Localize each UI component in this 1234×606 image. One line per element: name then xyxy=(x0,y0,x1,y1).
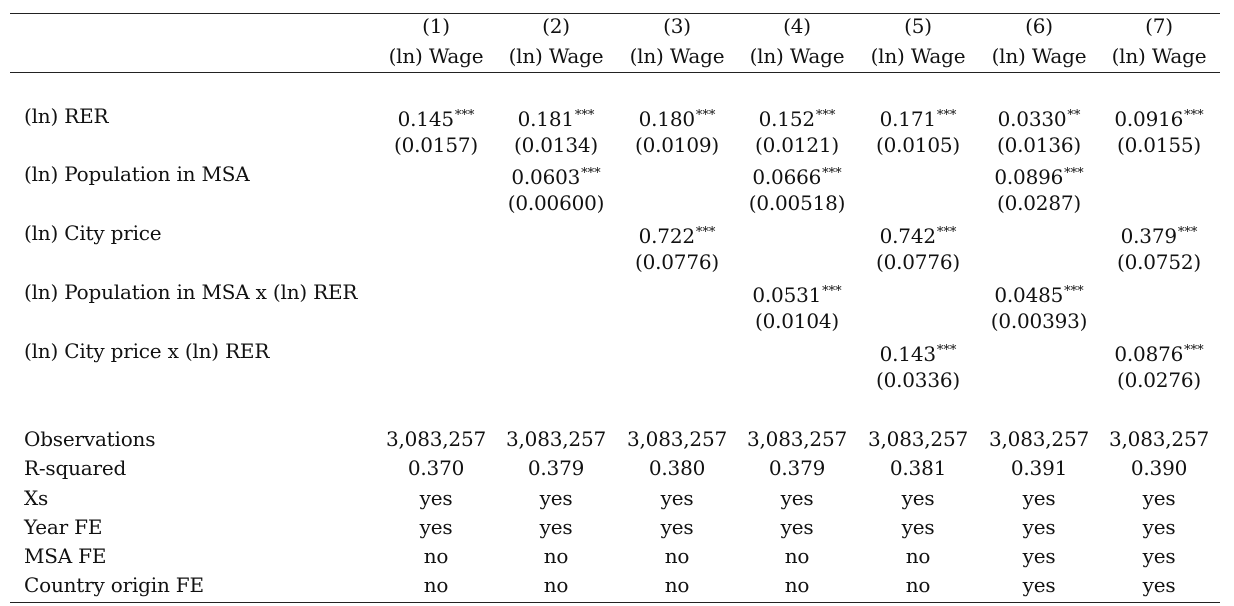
coefficient: 0.722 xyxy=(638,224,695,248)
standard-error: (0.00518) xyxy=(748,191,846,215)
stat-value: 0.390 xyxy=(1130,456,1188,480)
coefficient-value xyxy=(1098,337,1220,365)
coefficient: 0.742 xyxy=(879,224,936,248)
coefficient-value xyxy=(978,160,1100,188)
significance-stars: *** xyxy=(936,108,957,123)
column-number: (4) xyxy=(783,14,811,38)
standard-error: (0.0121) xyxy=(755,133,839,157)
stat-value: no xyxy=(543,544,569,568)
coefficient: 0.171 xyxy=(879,107,936,131)
standard-error: (0.0776) xyxy=(635,250,719,274)
stat-label: R-squared xyxy=(24,456,127,480)
column-label: (ln) Wage xyxy=(508,44,604,68)
stat-label: Year FE xyxy=(24,515,103,539)
row-label: (ln) Population in MSA x (ln) RER xyxy=(24,280,358,304)
significance-stars: *** xyxy=(695,108,716,123)
standard-error: (0.0287) xyxy=(997,191,1081,215)
standard-error: (0.00600) xyxy=(507,191,605,215)
column-label: (ln) Wage xyxy=(629,44,725,68)
significance-stars: *** xyxy=(574,108,595,123)
stat-value: yes xyxy=(1142,486,1176,510)
column-label: (ln) Wage xyxy=(991,44,1087,68)
column-number: (5) xyxy=(904,14,932,38)
stat-value: no xyxy=(905,573,931,597)
coefficient-value xyxy=(978,278,1100,306)
standard-error: (0.0136) xyxy=(997,133,1081,157)
significance-stars: ** xyxy=(1067,108,1081,123)
stat-value: yes xyxy=(1142,573,1176,597)
significance-stars: *** xyxy=(815,108,836,123)
coefficient: 0.0876 xyxy=(1114,342,1184,366)
stat-value: yes xyxy=(419,515,453,539)
significance-stars: *** xyxy=(936,343,957,358)
stat-value: yes xyxy=(660,515,694,539)
coefficient: 0.379 xyxy=(1120,224,1177,248)
stat-value: yes xyxy=(901,486,935,510)
coefficient: 0.0330 xyxy=(997,107,1067,131)
stat-value: yes xyxy=(660,486,694,510)
significance-stars: *** xyxy=(936,225,957,240)
coefficient-value xyxy=(736,160,858,188)
coefficient-value xyxy=(857,337,979,365)
column-number: (6) xyxy=(1025,14,1053,38)
bottom-rule xyxy=(10,602,1220,603)
coefficient: 0.180 xyxy=(638,107,695,131)
standard-error: (0.0157) xyxy=(394,133,478,157)
standard-error: (0.0336) xyxy=(876,368,960,392)
significance-stars: *** xyxy=(822,284,842,299)
significance-stars: *** xyxy=(1184,108,1204,123)
coefficient-value xyxy=(857,102,979,130)
stat-value: yes xyxy=(901,515,935,539)
stat-label: MSA FE xyxy=(24,544,107,568)
stat-value: yes xyxy=(1022,515,1056,539)
standard-error: (0.0105) xyxy=(876,133,960,157)
coefficient: 0.143 xyxy=(879,342,936,366)
stat-value: yes xyxy=(1142,544,1176,568)
stat-value: no xyxy=(784,573,810,597)
coefficient-value xyxy=(857,219,979,247)
column-number: (3) xyxy=(663,14,691,38)
coefficient-value xyxy=(1098,219,1220,247)
coefficient-value xyxy=(616,102,738,130)
significance-stars: *** xyxy=(695,225,716,240)
coefficient: 0.0531 xyxy=(752,283,822,307)
stat-value: no xyxy=(905,544,931,568)
coefficient: 0.0666 xyxy=(752,165,822,189)
coefficient-value xyxy=(495,160,617,188)
stat-value: 0.370 xyxy=(407,456,465,480)
stat-value: 0.380 xyxy=(648,456,706,480)
stat-value: 0.379 xyxy=(527,456,585,480)
stat-value: no xyxy=(664,573,690,597)
row-label: (ln) City price x (ln) RER xyxy=(24,339,270,363)
coefficient: 0.181 xyxy=(517,107,574,131)
coefficient-value xyxy=(736,278,858,306)
stat-value: 3,083,257 xyxy=(386,427,486,451)
stat-value: yes xyxy=(780,515,814,539)
significance-stars: *** xyxy=(1184,343,1204,358)
header-rule xyxy=(10,72,1220,73)
stat-value: yes xyxy=(539,486,573,510)
stat-value: yes xyxy=(539,515,573,539)
significance-stars: *** xyxy=(454,108,475,123)
coefficient-value xyxy=(616,219,738,247)
coefficient-value xyxy=(375,102,497,130)
standard-error: (0.0109) xyxy=(635,133,719,157)
standard-error: (0.0776) xyxy=(876,250,960,274)
column-number: (2) xyxy=(542,14,570,38)
significance-stars: *** xyxy=(822,166,842,181)
row-label: (ln) City price xyxy=(24,221,162,245)
stat-value: yes xyxy=(1022,486,1056,510)
row-label: (ln) Population in MSA xyxy=(24,162,250,186)
stat-value: 3,083,257 xyxy=(868,427,968,451)
stat-value: 3,083,257 xyxy=(1109,427,1209,451)
stat-value: yes xyxy=(1022,544,1056,568)
coefficient: 0.0485 xyxy=(994,283,1064,307)
column-number: (1) xyxy=(422,14,450,38)
significance-stars: *** xyxy=(581,166,601,181)
significance-stars: *** xyxy=(1064,166,1084,181)
coefficient-value xyxy=(978,102,1100,130)
standard-error: (0.0276) xyxy=(1117,368,1201,392)
coefficient: 0.0916 xyxy=(1114,107,1184,131)
stat-label: Xs xyxy=(24,486,49,510)
stat-value: no xyxy=(423,573,449,597)
stat-value: yes xyxy=(780,486,814,510)
coefficient-value xyxy=(736,102,858,130)
standard-error: (0.0752) xyxy=(1117,250,1201,274)
stat-value: 0.379 xyxy=(768,456,826,480)
stat-value: yes xyxy=(1142,515,1176,539)
stat-value: 3,083,257 xyxy=(627,427,727,451)
row-label: (ln) RER xyxy=(24,104,109,128)
stat-value: 3,083,257 xyxy=(506,427,606,451)
stat-value: no xyxy=(664,544,690,568)
column-label: (ln) Wage xyxy=(870,44,966,68)
coefficient: 0.145 xyxy=(397,107,454,131)
column-label: (ln) Wage xyxy=(388,44,484,68)
stat-value: no xyxy=(784,544,810,568)
stat-value: yes xyxy=(419,486,453,510)
column-number: (7) xyxy=(1145,14,1173,38)
stat-value: no xyxy=(423,544,449,568)
column-label: (ln) Wage xyxy=(749,44,845,68)
stat-value: 0.391 xyxy=(1010,456,1068,480)
coefficient: 0.0896 xyxy=(994,165,1064,189)
stat-value: 3,083,257 xyxy=(989,427,1089,451)
stat-label: Country origin FE xyxy=(24,573,204,597)
significance-stars: *** xyxy=(1064,284,1084,299)
coefficient: 0.0603 xyxy=(511,165,581,189)
coefficient: 0.152 xyxy=(758,107,815,131)
stat-label: Observations xyxy=(24,427,156,451)
column-label: (ln) Wage xyxy=(1111,44,1207,68)
stat-value: yes xyxy=(1022,573,1056,597)
stat-value: 3,083,257 xyxy=(747,427,847,451)
standard-error: (0.00393) xyxy=(990,309,1088,333)
standard-error: (0.0134) xyxy=(514,133,598,157)
coefficient-value xyxy=(495,102,617,130)
stat-value: no xyxy=(543,573,569,597)
coefficient-value xyxy=(1098,102,1220,130)
stat-value: 0.381 xyxy=(889,456,947,480)
standard-error: (0.0155) xyxy=(1117,133,1201,157)
standard-error: (0.0104) xyxy=(755,309,839,333)
significance-stars: *** xyxy=(1177,225,1198,240)
